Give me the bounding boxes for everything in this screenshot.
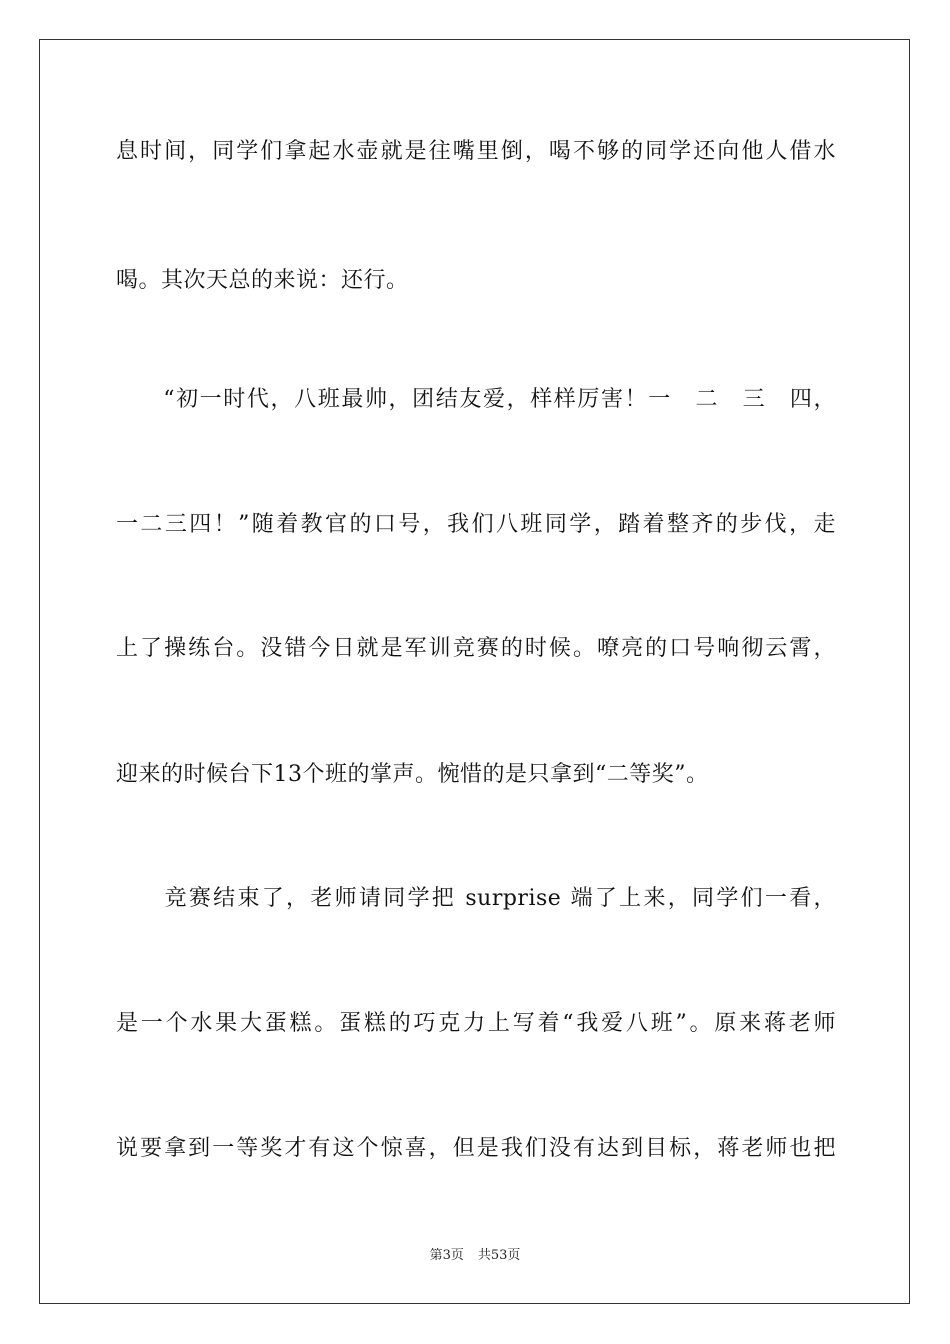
text-line-5: 上了操练台。没错今日就是军训竞赛的时候。嘹亮的口号响彻云霄， — [116, 636, 836, 661]
page-footer — [0, 1247, 950, 1265]
text-line-9: 说要拿到一等奖才有这个惊喜，但是我们没有达到目标，蒋老师也把 — [116, 1136, 836, 1161]
page-total: 共53页 — [477, 1248, 521, 1263]
page-border — [39, 39, 910, 1304]
text-line-3: “初一时代，八班最帅，团结友爱，样样厉害！一 二 三 四， — [116, 387, 836, 412]
text-line-2: 喝。其次天总的来说：还行。 — [116, 268, 409, 293]
text-line-8: 是一个水果大蛋糕。蛋糕的巧克力上写着“我爱八班”。原来蒋老师 — [116, 1011, 836, 1036]
text-line-1: 息时间，同学们拿起水壶就是往嘴里倒，喝不够的同学还向他人借水 — [116, 139, 836, 164]
text-line-6: 迎来的时候台下13个班的掌声。惋惜的是只拿到“二等奖”。 — [116, 762, 709, 787]
text-line-4: 一二三四！”随着教官的口号，我们八班同学，踏着整齐的步伐，走 — [116, 512, 836, 537]
text-line-7: 竞赛结束了，老师请同学把 surprise 端了上来，同学们一看， — [116, 886, 836, 911]
page-number: 第3页 — [429, 1248, 464, 1263]
